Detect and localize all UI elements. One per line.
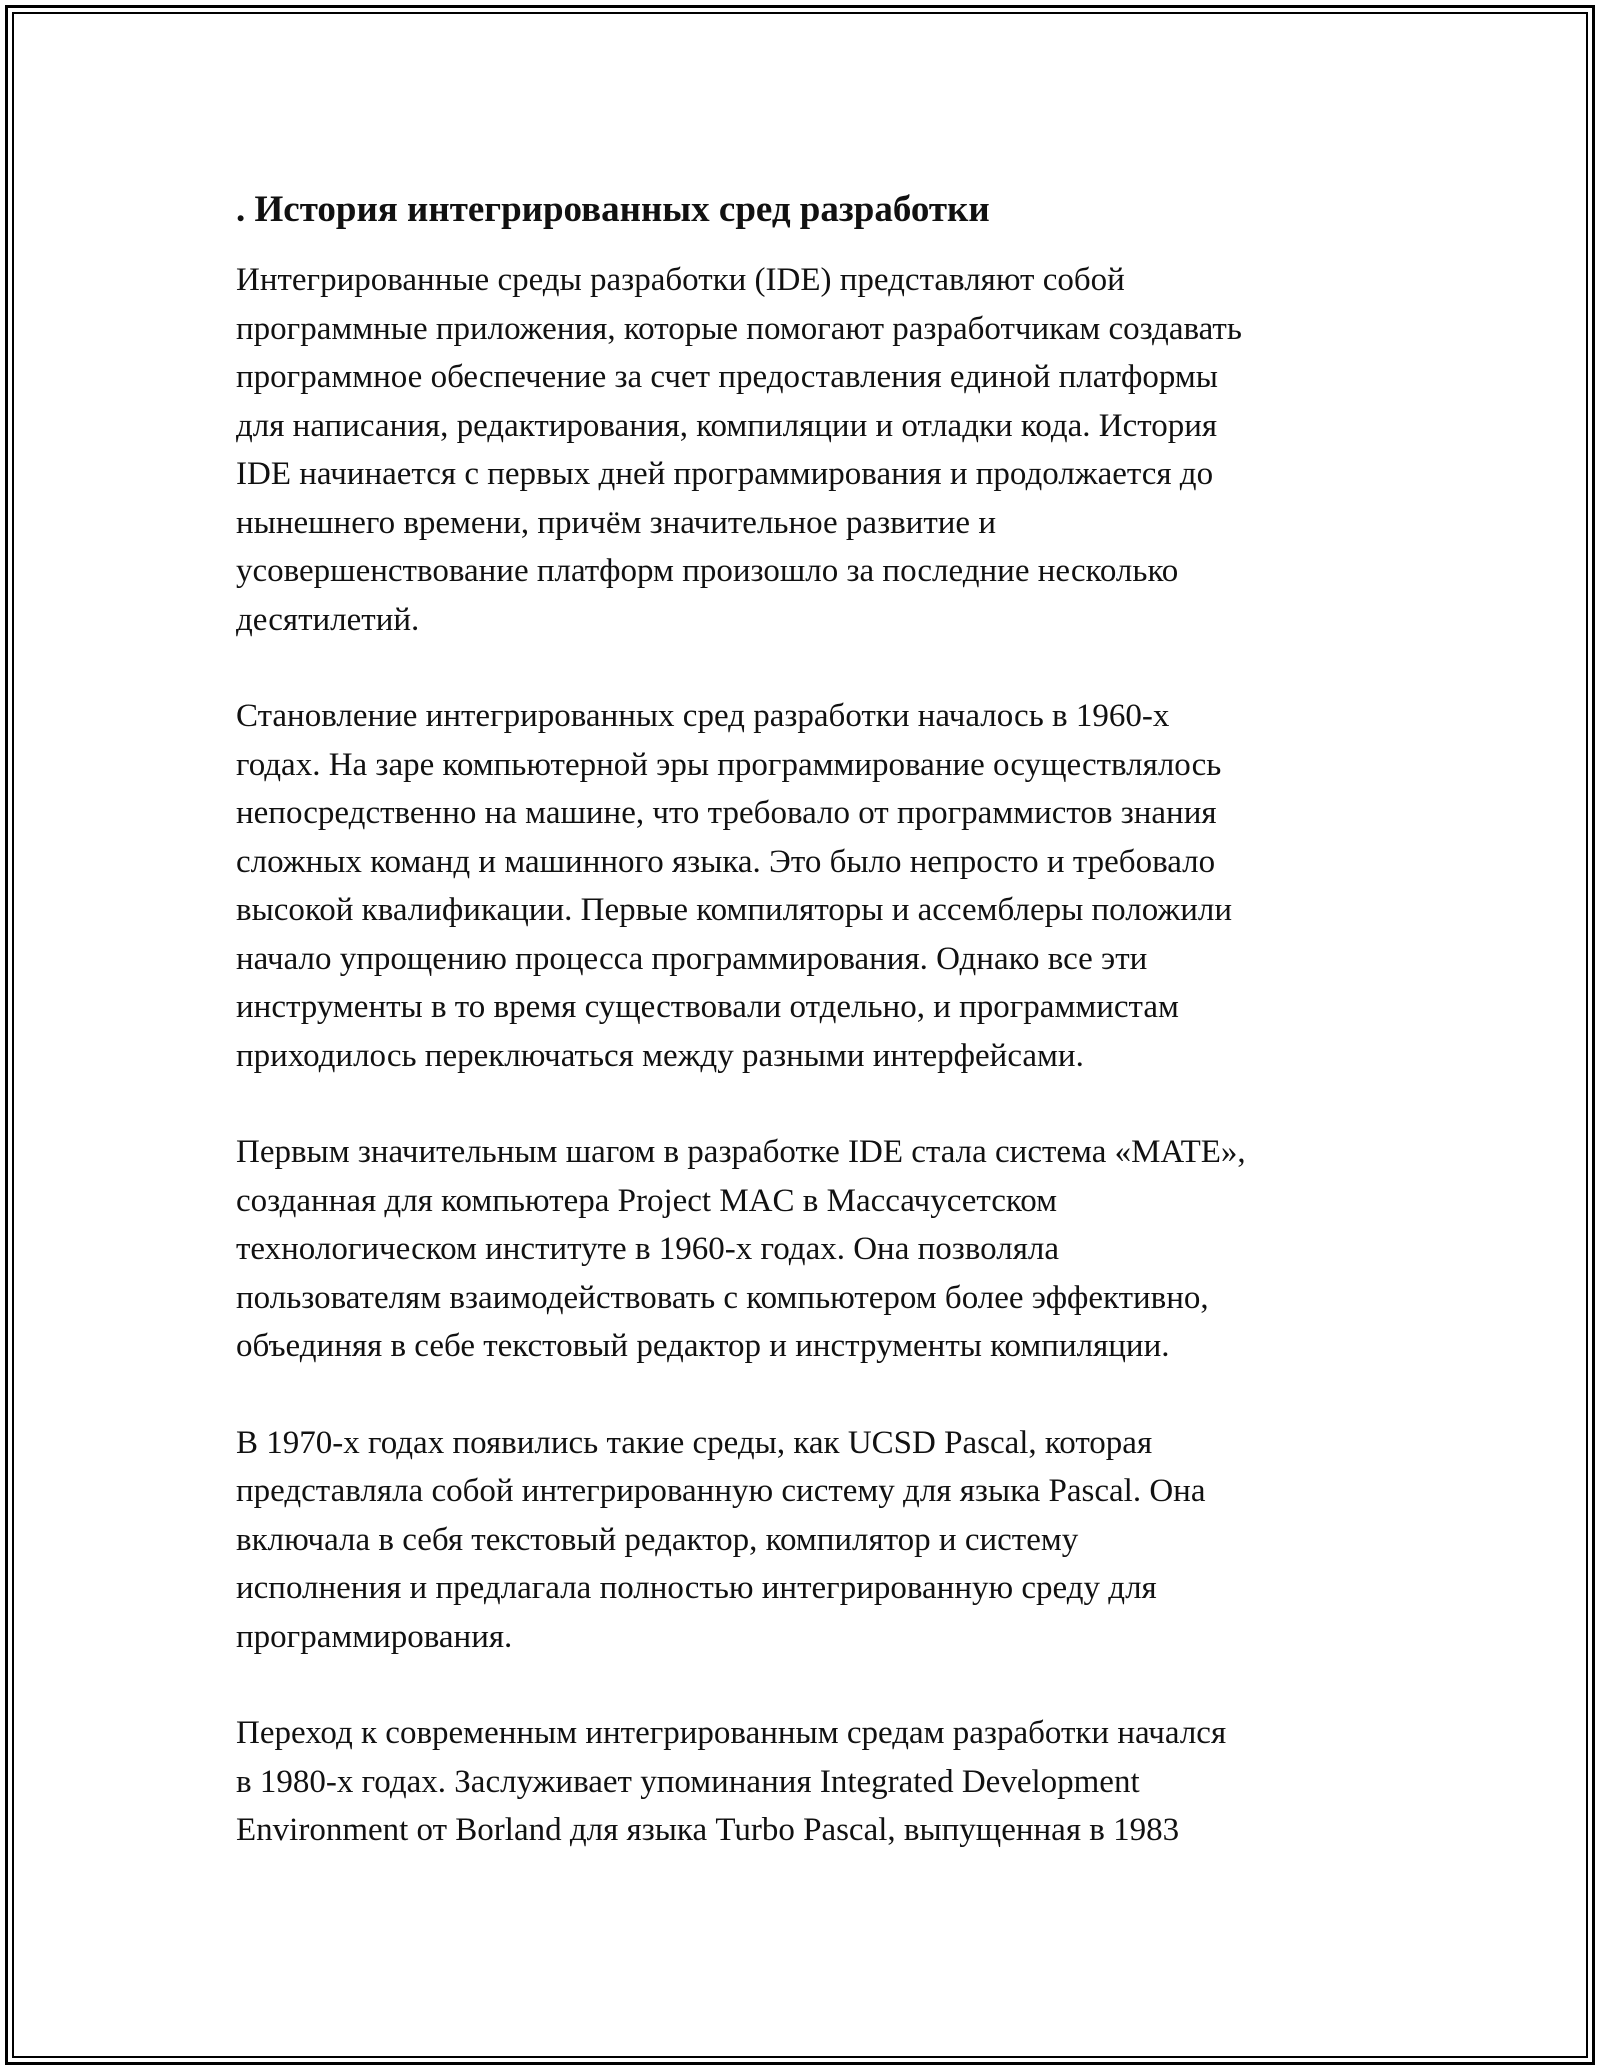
paragraph-5: Переход к современным интегрированным средам разработки начался в 1980-х годах. Заслуживает упоминания Integrated Development Environment от Borland для языка Turbo Pascal, выпущенная в 1983 xyxy=(236,1715,1227,1848)
paragraph-3: Первым значительным шагом в разработке IDE стала система «MATE», созданная для компьютера Project MAC в Массачусетском технологическом институте в 1960-х годах. Она позволяла пользователям взаимодействовать с компьютером более эффективно, объединяя в себе текстовый редактор и инструменты компиляции. xyxy=(236,1134,1246,1364)
document-body xyxy=(236,186,1376,1903)
document-title: . История интегрированных сред разработки xyxy=(236,189,990,230)
paragraph-4: В 1970-х годах появились такие среды, как UCSD Pascal, которая представляла собой интегрированную систему для языка Pascal. Она включала в себя текстовый редактор, компилятор и систему исполнения и предлагала полностью интегрированную среду для программирования. xyxy=(236,1424,1206,1655)
paragraph-2: Становление интегрированных сред разработки началось в 1960-х годах. На заре компьютерной эры программирование осуществлялось непосредственно на машине, что требовало от программистов знания сложных команд и машинного языка. Это было непросто и требовало высокой квалификации. Первые компиляторы и ассемблеры положили начало упрощению процесса программирования. Однако все эти инструменты в то время существовали отдельно, и программистам приходилось переключаться между разными интерфейсами. xyxy=(236,698,1232,1074)
paragraph-1: Интегрированные среды разработки (IDE) представляют собой программные приложения, которые помогают разработчикам создавать программное обеспечение за счет предоставления единой платформы для написания, редактирования, компиляции и отладки кода. История IDE начинается с первых дней программирования и продолжается до нынешнего времени, причём значительное развитие и усовершенствование платформ произошло за последние несколько десятилетий. xyxy=(236,262,1242,638)
